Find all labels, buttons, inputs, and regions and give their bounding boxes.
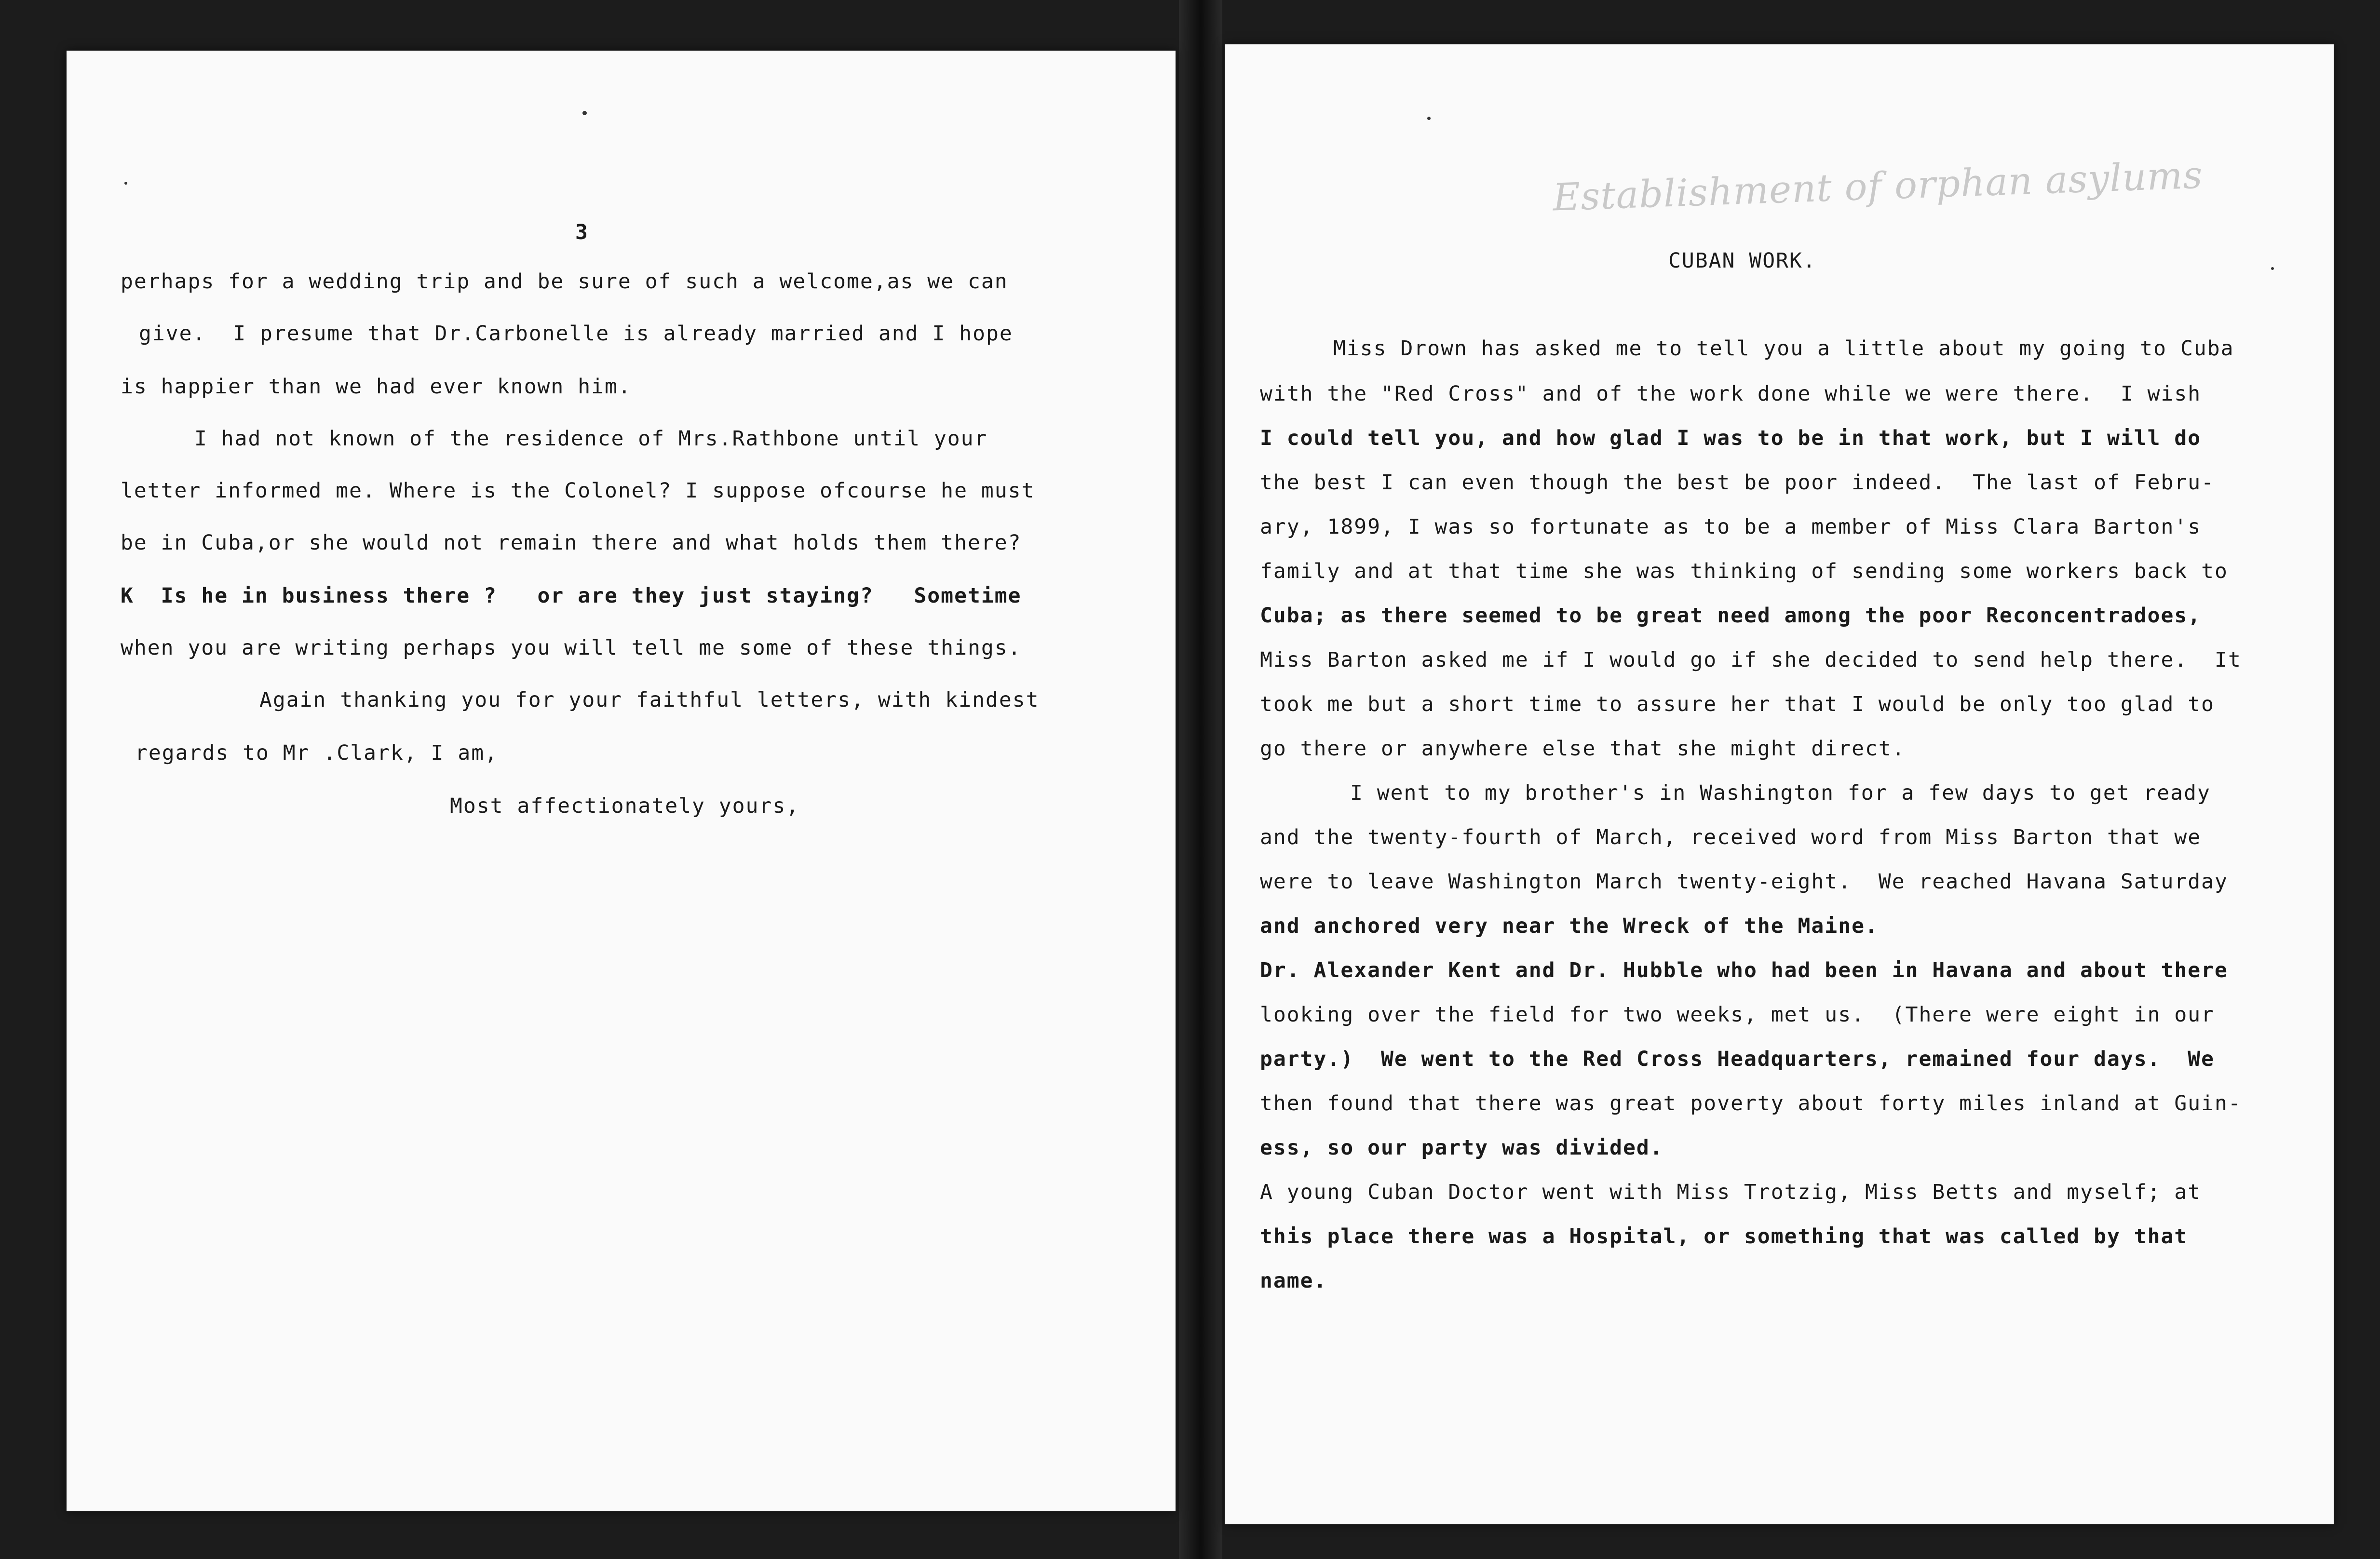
report-line: Miss Drown has asked me to tell you a little about my going to Cuba [1333, 336, 2234, 361]
letter-page-left [67, 51, 1176, 1511]
report-line: party.) We went to the Red Cross Headquarters, remained four days. We [1260, 1047, 2215, 1071]
letter-line: Again thanking you for your faithful letters, with kindest [259, 688, 1040, 712]
letter-line: is happier than we had ever known him. [121, 375, 632, 399]
paper-speck [124, 182, 127, 185]
report-line: ary, 1899, I was so fortunate as to be a member of Miss Clara Barton's [1260, 515, 2202, 539]
report-line: go there or anywhere else that she might direct. [1260, 737, 1906, 761]
page-gutter [1179, 0, 1222, 1559]
report-title: CUBAN WORK. [1668, 249, 1816, 273]
report-line: name. [1260, 1269, 1327, 1293]
paper-speck [582, 111, 587, 115]
report-line: and anchored very near the Wreck of the Maine. [1260, 914, 1879, 938]
paper-speck [2271, 267, 2274, 270]
letter-line: give. I presume that Dr.Carbonelle is already married and I hope [139, 322, 1013, 346]
letter-line: regards to Mr .Clark, I am, [135, 741, 498, 765]
report-line: A young Cuban Doctor went with Miss Trotzig, Miss Betts and myself; at [1260, 1180, 2202, 1204]
report-line: ess, so our party was divided. [1260, 1136, 1663, 1160]
report-line: took me but a short time to assure her that I would be only too glad to [1260, 692, 2215, 716]
report-line: this place there was a Hospital, or something that was called by that [1260, 1224, 2188, 1249]
letter-line: be in Cuba,or she would not remain there and what holds them there? [121, 531, 1022, 555]
paper-speck [1427, 117, 1431, 120]
letter-line: K Is he in business there ? or are they just staying? Sometime [121, 584, 1022, 608]
report-line: Miss Barton asked me if I would go if she decided to send help there. It [1260, 648, 2242, 672]
page-number: 3 [575, 220, 589, 244]
report-line: and the twenty-fourth of March, received word from Miss Barton that we [1260, 825, 2202, 849]
report-line: I could tell you, and how glad I was to be in that work, but I will do [1260, 426, 2202, 450]
report-line: the best I can even though the best be poor indeed. The last of Febru- [1260, 470, 2215, 495]
letter-line: perhaps for a wedding trip and be sure of such a welcome,as we can [121, 269, 1008, 294]
letter-line: when you are writing perhaps you will tell me some of these things. [121, 636, 1022, 660]
report-line: Cuba; as there seemed to be great need among the poor Reconcentradoes, [1260, 604, 2202, 628]
letter-line: letter informed me. Where is the Colonel? I suppose ofcourse he must [121, 479, 1035, 503]
report-line: with the "Red Cross" and of the work done while we were there. I wish [1260, 382, 2202, 406]
handwritten-annotation: Establishment of orphan asylums [1552, 153, 2204, 220]
report-line: I went to my brother's in Washington for a few days to get ready [1350, 781, 2211, 805]
report-line: then found that there was great poverty about forty miles inland at Guin- [1260, 1091, 2242, 1115]
report-line: Dr. Alexander Kent and Dr. Hubble who had been in Havana and about there [1260, 958, 2228, 982]
report-page-right [1225, 44, 2334, 1524]
report-line: family and at that time she was thinking of sending some workers back to [1260, 559, 2228, 583]
report-line: were to leave Washington March twenty-eight. We reached Havana Saturday [1260, 870, 2228, 894]
report-line: looking over the field for two weeks, met us. (There were eight in our [1260, 1003, 2215, 1027]
letter-line: I had not known of the residence of Mrs.Rathbone until your [194, 427, 988, 451]
letter-closing: Most affectionately yours, [450, 794, 800, 818]
